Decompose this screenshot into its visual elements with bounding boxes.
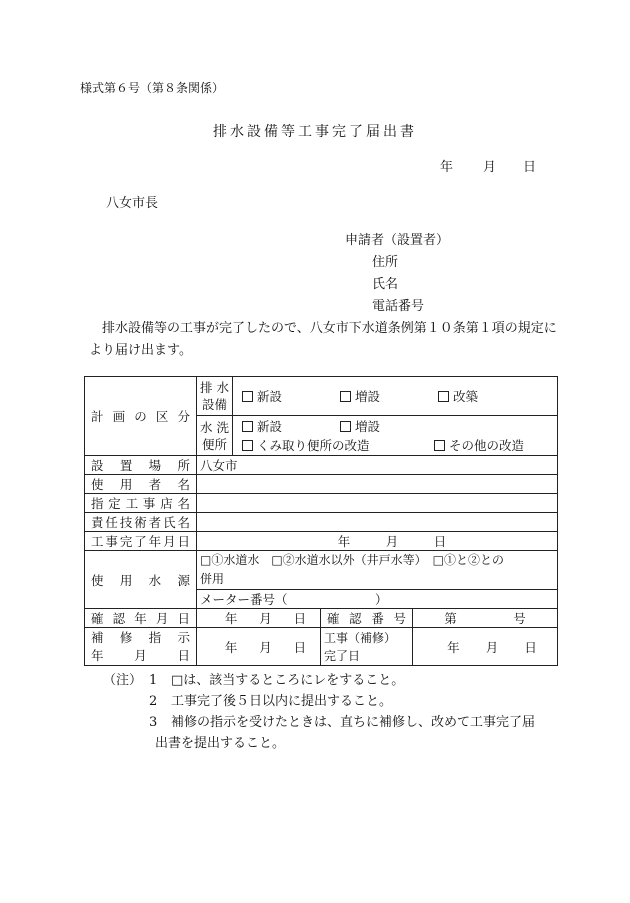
toilet-label-line2: 便所: [201, 436, 227, 452]
option-label: その他の改造: [448, 438, 524, 454]
date-month: 月: [483, 160, 497, 175]
addressee: 八女市長: [106, 196, 159, 211]
declaration-text: 排水設備等の工事が完了したので、八女市下水道条例第１０条第１項の規定により届け出ます。: [89, 321, 557, 358]
date-month: 月: [385, 534, 399, 549]
date-day: 日: [523, 160, 537, 175]
repair-complete-label-line1: 工事（補修）: [324, 630, 397, 645]
repair-order-label-line1: 補 修 指 示: [91, 629, 190, 645]
repair-complete-label-line2: 完了日: [324, 648, 361, 663]
checkbox-icon[interactable]: [340, 391, 351, 402]
repair-order-date-field[interactable]: [197, 628, 321, 666]
contractor-label: 指 定 工 事 店 名: [85, 494, 197, 513]
meter-number-field[interactable]: [197, 590, 558, 609]
repair-order-label: [85, 628, 197, 666]
toilet-other-option[interactable]: [434, 436, 524, 454]
option-label: くみ取り便所の改造: [257, 438, 370, 454]
confirm-number-suffix: 号: [513, 611, 526, 626]
option-label: 新設: [257, 389, 283, 404]
date-day: 日: [293, 611, 307, 626]
completion-date-field[interactable]: [197, 532, 558, 551]
date-month: 月: [485, 639, 499, 655]
note-number: 2: [149, 694, 158, 709]
checkbox-icon[interactable]: [434, 440, 445, 451]
meter-number-label: メーター番号（ ）: [200, 592, 388, 607]
confirm-number-label: 確 認 番 号: [321, 609, 413, 628]
date-year: 年: [440, 160, 454, 175]
date-year: 年: [337, 534, 351, 549]
toilet-options-row2: [233, 436, 558, 456]
toilet-extend-option[interactable]: [340, 417, 380, 435]
notes-label: （注）: [103, 673, 143, 688]
document-title: 排水設備等工事完了届出書: [213, 124, 417, 140]
user-name-field[interactable]: [197, 475, 558, 494]
repair-complete-date-field[interactable]: [413, 628, 558, 666]
note-text: □は、該当するところにレをすること。: [171, 673, 405, 688]
checkbox-icon[interactable]: [438, 391, 449, 402]
option-label: 新設: [257, 418, 283, 434]
date-year: 年: [447, 639, 460, 655]
repair-complete-label: [321, 628, 413, 666]
completion-date-label: 工事完了年月日: [85, 532, 197, 551]
checkbox-icon[interactable]: [242, 440, 253, 451]
engineer-label: 責任技術者氏名: [85, 513, 197, 532]
confirm-number-field[interactable]: [413, 609, 558, 628]
completion-form-table: [84, 376, 558, 666]
location-field[interactable]: [197, 456, 558, 475]
confirm-date-label: 確 認 年 月 日: [85, 609, 197, 628]
water-source-line1: □①水道水 □②水道水以外（井戸水等） □①と②との: [200, 553, 505, 567]
drainage-options: [233, 377, 558, 416]
note-number: 1: [149, 673, 158, 688]
applicant-phone-label: 電話番号: [372, 299, 425, 314]
drainage-label: [197, 377, 233, 416]
date-day: 日: [293, 639, 307, 655]
contractor-field[interactable]: [197, 494, 558, 513]
date-month: 月: [259, 639, 272, 655]
date-day: 日: [524, 639, 537, 655]
applicant-label: 申請者（設置者）: [345, 233, 450, 248]
drainage-rebuild-option[interactable]: [438, 387, 478, 405]
location-value: 八女市: [200, 458, 238, 473]
toilet-label: [197, 416, 233, 456]
repair-order-label-line2: 年 月 日: [91, 647, 190, 663]
water-source-options[interactable]: [197, 551, 558, 590]
note-text: 工事完了後５日以内に提出すること。: [171, 694, 393, 709]
option-label: 改築: [452, 389, 478, 404]
confirm-number-prefix: 第: [444, 611, 457, 626]
water-source-line2: 併用: [200, 572, 225, 586]
checkbox-icon[interactable]: [242, 421, 253, 432]
note-number: 3: [149, 715, 158, 730]
option-label: 増設: [354, 389, 380, 404]
drainage-new-option[interactable]: [242, 387, 336, 405]
plan-category-label: 計 画 の 区 分: [85, 377, 197, 456]
toilet-options-row1: [233, 416, 558, 436]
toilet-label-line1: 水 洗: [200, 419, 229, 435]
date-month: 月: [259, 611, 272, 626]
water-source-label: 使 用 水 源: [85, 551, 197, 609]
form-number: 様式第６号（第８条関係）: [80, 81, 225, 95]
toilet-conversion-option[interactable]: [242, 436, 430, 454]
user-name-label: 使 用 者 名: [85, 475, 197, 494]
note-text: 補修の指示を受けたときは、直ちに補修し、改めて工事完了届: [171, 715, 536, 730]
location-label: 設 置 場 所: [85, 456, 197, 475]
date-year: 年: [224, 639, 238, 655]
date-year: 年: [224, 611, 238, 626]
checkbox-icon[interactable]: [242, 391, 253, 402]
option-label: 増設: [354, 418, 380, 434]
confirm-date-field[interactable]: [197, 609, 321, 628]
checkbox-icon[interactable]: [340, 421, 351, 432]
engineer-field[interactable]: [197, 513, 558, 532]
applicant-name-label: 氏名: [372, 277, 399, 292]
drainage-label-line2: 設備: [201, 397, 227, 412]
drainage-extend-option[interactable]: [340, 387, 434, 405]
note-text-continued: 出書を提出すること。: [155, 736, 286, 751]
applicant-address-label: 住所: [372, 255, 399, 270]
drainage-label-line1: 排 水: [200, 380, 229, 395]
submission-date: [440, 156, 536, 175]
date-day: 日: [433, 534, 447, 549]
toilet-new-option[interactable]: [242, 417, 336, 435]
